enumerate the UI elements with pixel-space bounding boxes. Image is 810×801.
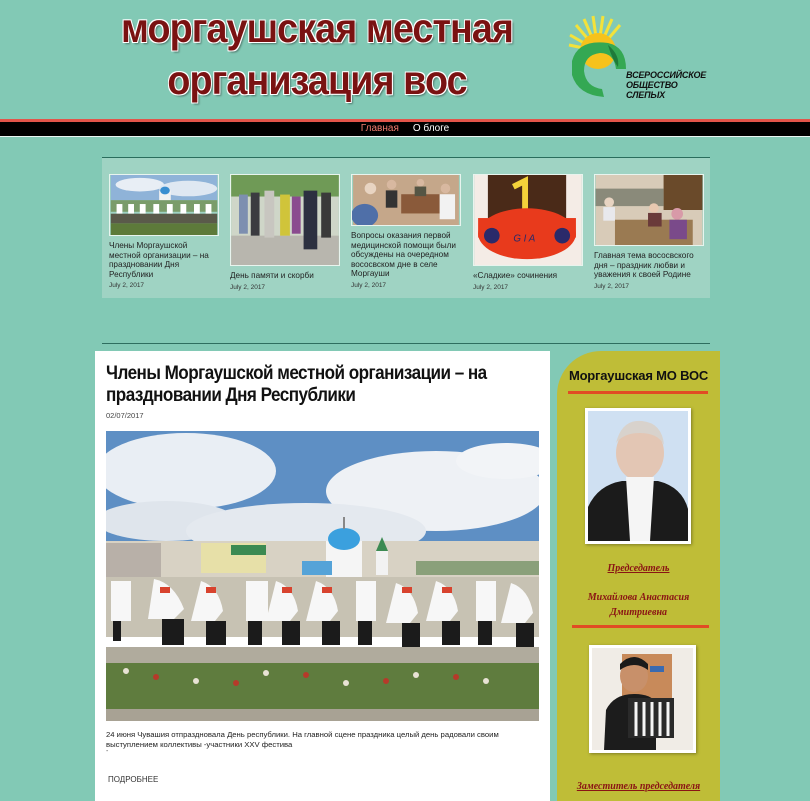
main-article bbox=[95, 351, 550, 801]
article-title[interactable]: Члены Моргаушской местной организации – на праздновании Дня Республики bbox=[106, 363, 487, 406]
deputy-role-link[interactable]: Заместитель председателя bbox=[576, 781, 701, 792]
read-more-link[interactable]: ПОДРОБНЕЕ bbox=[108, 775, 159, 784]
sidebar-rule bbox=[572, 625, 709, 628]
featured-post-date: July 2, 2017 bbox=[473, 283, 509, 291]
featured-post-date: July 2, 2017 bbox=[594, 282, 630, 290]
featured-post[interactable] bbox=[351, 174, 461, 289]
featured-post-date: July 2, 2017 bbox=[351, 281, 387, 289]
featured-thumbnail[interactable] bbox=[351, 174, 461, 226]
featured-post-title[interactable]: Вопросы оказания первой медицинской помощи были обсуждены на очередном вососвском дне в селе Моргауши bbox=[351, 231, 456, 279]
featured-post-title[interactable]: «Сладкие» сочинения bbox=[473, 271, 558, 280]
main-nav bbox=[0, 122, 810, 136]
chair-photo bbox=[585, 408, 691, 544]
article-date: 02/07/2017 bbox=[106, 411, 144, 420]
logo-text-line: СЛЕПЫХ bbox=[626, 90, 665, 100]
sidebar bbox=[557, 351, 720, 801]
nav-item-home[interactable]: Главная bbox=[360, 123, 399, 134]
article-excerpt: 24 июня Чувашия отпраздновала День республики. На главной сцене праздника целый день радовали своим выступлением коллективы -участники XXV фестива bbox=[106, 730, 499, 749]
vos-logo[interactable] bbox=[568, 15, 728, 105]
featured-post-date: July 2, 2017 bbox=[109, 282, 145, 290]
deputy-portrait bbox=[592, 648, 693, 750]
eye-sun-logo-icon bbox=[568, 15, 628, 105]
deputy-photo bbox=[589, 645, 696, 753]
featured-post-title[interactable]: Члены Моргаушской местной организации – на праздновании Дня Республики bbox=[109, 241, 209, 279]
logo-text bbox=[626, 70, 706, 100]
chair-role-link[interactable]: Председатель bbox=[607, 563, 670, 574]
featured-post[interactable] bbox=[473, 174, 583, 291]
featured-post[interactable] bbox=[109, 174, 219, 289]
featured-posts bbox=[102, 158, 710, 298]
logo-text-line: ОБЩЕСТВО bbox=[626, 80, 678, 90]
sidebar-heading: Моргаушская МО ВОС bbox=[568, 368, 709, 383]
site-title[interactable]: моргаушская местная организация вос bbox=[120, 5, 514, 103]
featured-thumbnail[interactable] bbox=[594, 174, 704, 246]
featured-thumbnail[interactable] bbox=[109, 174, 219, 236]
chair-portrait bbox=[588, 411, 688, 541]
featured-post-date: July 2, 2017 bbox=[230, 283, 266, 291]
sidebar-rule bbox=[568, 391, 708, 394]
section-divider bbox=[102, 343, 710, 344]
chair-name: Михайлова Анастасия bbox=[587, 592, 690, 603]
featured-post[interactable] bbox=[594, 174, 704, 290]
featured-post-title[interactable]: Главная тема вососвского дня – праздник любви и уважения к своей Родине bbox=[594, 251, 694, 280]
article-separator: - bbox=[106, 748, 109, 755]
logo-text-line: ВСЕРОССИЙСКОЕ bbox=[626, 70, 707, 80]
svg-text:G I A: G I A bbox=[513, 233, 536, 245]
featured-post[interactable] bbox=[230, 174, 340, 291]
nav-item-about[interactable]: О блоге bbox=[412, 123, 450, 134]
featured-post-title[interactable]: День памяти и скорби bbox=[230, 271, 314, 280]
nav-bottom-stripe bbox=[0, 136, 810, 137]
chair-name-line2: Дмитриевна bbox=[609, 607, 668, 618]
featured-thumbnail[interactable] bbox=[230, 174, 340, 266]
article-photo[interactable] bbox=[106, 431, 539, 721]
featured-thumbnail[interactable] bbox=[473, 174, 583, 266]
